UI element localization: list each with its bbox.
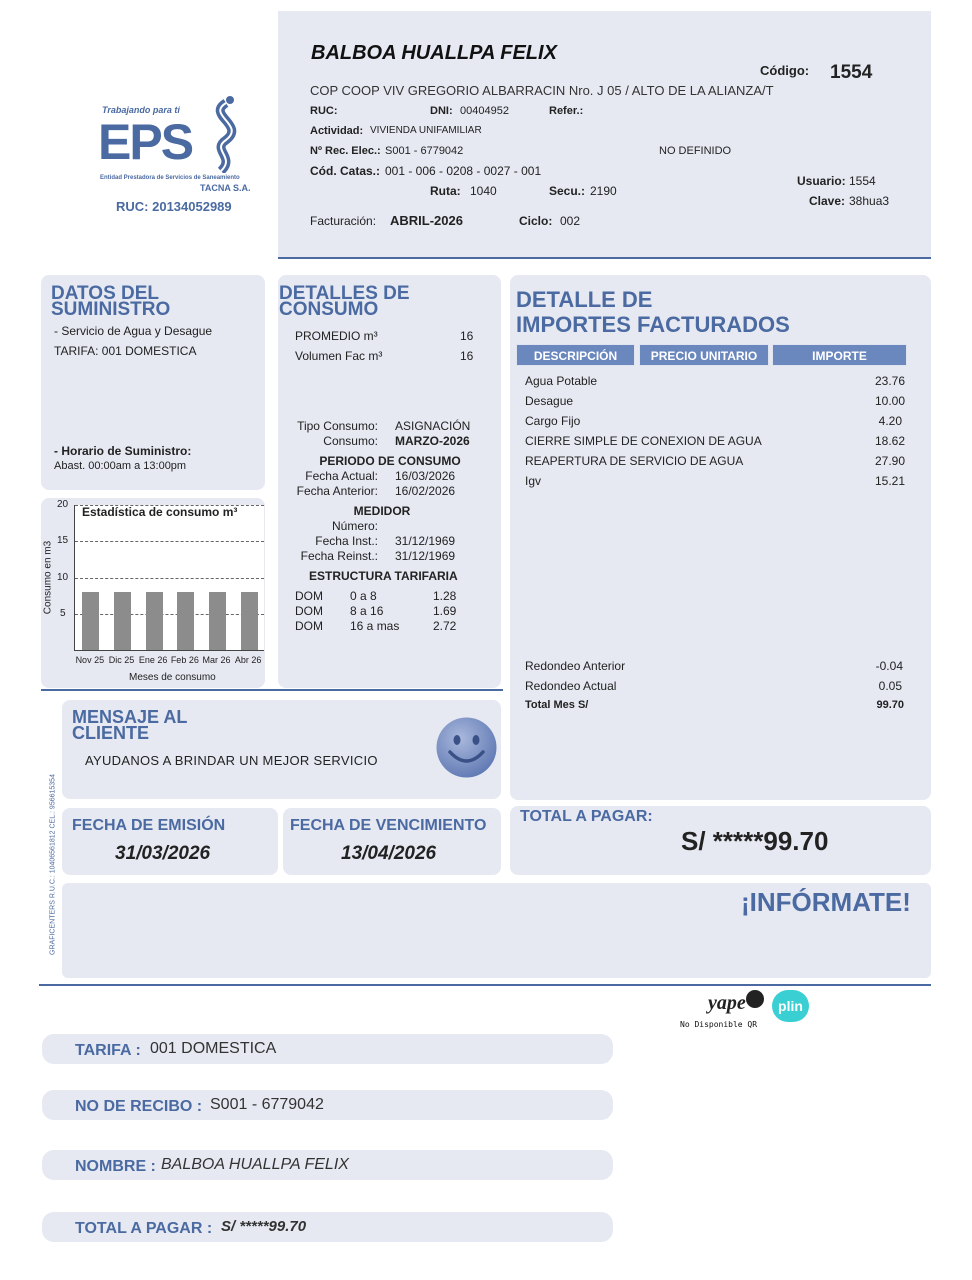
logo-subtitle: Entidad Prestadora de Servicios de Saneamiento <box>100 175 240 181</box>
ciclo-label: Ciclo: <box>519 214 553 228</box>
ruta-value: 1040 <box>470 184 497 198</box>
logo-tagline: Trabajando para ti <box>102 105 180 115</box>
chart-bar <box>209 592 226 650</box>
mensaje-title-2: CLIENTE <box>72 723 150 743</box>
volumen-label: Volumen Fac m³ <box>295 349 383 363</box>
importes-title-1: DETALLE DE <box>516 287 653 312</box>
vencimiento-value: 13/04/2026 <box>341 843 437 864</box>
chart-plot-area <box>74 505 264 651</box>
chart-ytick-10: 10 <box>57 572 69 583</box>
item-3-desc: Cargo Fijo <box>525 414 581 428</box>
customer-address: COP COOP VIV GREGORIO ALBARRACIN Nro. J 05 / ALTO DE LA ALIANZA/T <box>310 83 774 98</box>
rec-value: S001 - 6779042 <box>385 145 464 157</box>
gridline-10 <box>75 578 264 579</box>
chart-xtick-label: Feb 26 <box>170 655 199 665</box>
bottom-divider <box>39 984 931 986</box>
qr-note: No Disponible QR <box>680 1020 758 1029</box>
chart-xlabel: Meses de consumo <box>129 672 216 683</box>
tarifa-row-3-rango: 16 a mas <box>350 619 400 633</box>
ciclo-value: 002 <box>560 214 581 228</box>
gridline-15 <box>75 541 264 542</box>
total-value: S/ *****99.70 <box>681 826 829 856</box>
chart-bar <box>82 592 99 650</box>
facturacion-label: Facturación: <box>310 214 377 228</box>
total-label: TOTAL A PAGAR: <box>520 808 653 825</box>
medidor-title: MEDIDOR <box>353 504 411 518</box>
numero-label: Número: <box>331 519 378 533</box>
item-1-desc: Agua Potable <box>525 374 598 388</box>
consumo-title-2: CONSUMO <box>279 299 379 320</box>
horario-value: Abast. 00:00am a 13:00pm <box>54 460 187 472</box>
item-2-desc: Desague <box>525 394 574 408</box>
catas-label: Cód. Catas.: <box>310 164 381 178</box>
ruta-label: Ruta: <box>430 184 461 198</box>
tipo-value: ASIGNACIÓN <box>395 419 471 433</box>
codigo-label: Código: <box>760 63 810 78</box>
actividad-value: VIVIENDA UNIFAMILIAR <box>370 125 482 136</box>
col-descripcion: DESCRIPCIÓN <box>516 344 635 366</box>
consumo-label: Consumo: <box>323 434 378 448</box>
yape-logo <box>706 990 766 1018</box>
tarifa-row-2-rango: 8 a 16 <box>350 604 384 618</box>
stub-nombre-value: BALBOA HUALLPA FELIX <box>161 1156 349 1173</box>
emision-value: 31/03/2026 <box>115 843 211 864</box>
item-1-importe: 23.76 <box>874 374 905 388</box>
company-logo <box>96 95 256 215</box>
secu-value: 2190 <box>590 184 617 198</box>
fecha-anterior-value: 16/02/2026 <box>395 484 456 498</box>
tarifa-row-2-precio: 1.69 <box>433 604 457 618</box>
tarifa-row-2-tipo: DOM <box>295 604 323 618</box>
total-mes-label: Total Mes S/ <box>525 699 589 711</box>
item-3-importe: 4.20 <box>878 414 902 428</box>
fecha-inst-label: Fecha Inst.: <box>315 534 378 548</box>
chart-ytick-15: 15 <box>57 535 69 546</box>
customer-name: BALBOA HUALLPA FELIX <box>311 42 557 64</box>
promedio-label: PROMEDIO m³ <box>295 329 378 343</box>
item-4-desc: CIERRE SIMPLE DE CONEXION DE AGUA <box>525 434 762 448</box>
chart-xtick-label: Mar 26 <box>202 655 231 665</box>
printer-side-text: GRAFICENTERS R.U.C.: 10406561812 CEL.: 956615354 <box>49 774 57 955</box>
mid-divider <box>41 689 503 691</box>
tipo-label: Tipo Consumo: <box>297 419 378 433</box>
catas-value: 001 - 006 - 0208 - 0027 - 001 <box>385 164 542 178</box>
header-divider <box>278 257 931 259</box>
chart-xtick-label: Nov 25 <box>75 655 105 665</box>
fecha-reinst-label: Fecha Reinst.: <box>300 549 378 563</box>
estructura-title: ESTRUCTURA TARIFARIA <box>309 569 458 583</box>
stub-recibo-row <box>42 1090 613 1120</box>
vencimiento-label: FECHA DE VENCIMIENTO <box>290 817 487 834</box>
secu-label: Secu.: <box>549 184 586 198</box>
chart-xticks <box>74 655 264 667</box>
tarifa-row-1-tipo: DOM <box>295 589 323 603</box>
tarifa-row-1-precio: 1.28 <box>433 589 457 603</box>
stub-nombre-label: NOMBRE : <box>75 1158 156 1175</box>
fecha-inst-value: 31/12/1969 <box>395 534 456 548</box>
stub-nombre-row <box>42 1150 613 1180</box>
chart-xtick-label: Dic 25 <box>108 655 135 665</box>
usuario-value: 1554 <box>849 174 876 188</box>
tarifa-text: TARIFA: 001 DOMESTICA <box>54 344 197 358</box>
smiley-icon <box>435 716 498 779</box>
item-6-importe: 15.21 <box>874 474 905 488</box>
importes-title-2: IMPORTES FACTURADOS <box>516 312 790 337</box>
chart-ytick-20: 20 <box>57 499 69 510</box>
yape-badge-icon <box>746 990 764 1008</box>
item-5-desc: REAPERTURA DE SERVICIO DE AGUA <box>525 454 744 468</box>
stub-total-row <box>42 1212 613 1242</box>
chart-bar <box>114 592 131 650</box>
stub-recibo-label: NO DE RECIBO : <box>75 1098 203 1115</box>
stub-tarifa-label: TARIFA : <box>75 1042 141 1059</box>
informate-text: ¡INFÓRMATE! <box>741 887 911 917</box>
clave-label: Clave: <box>809 194 846 208</box>
redondeo-actual-label: Redondeo Actual <box>525 679 617 693</box>
col-importe: IMPORTE <box>772 344 907 366</box>
stub-recibo-value: S001 - 6779042 <box>210 1096 324 1113</box>
fecha-reinst-value: 31/12/1969 <box>395 549 456 563</box>
chart-bar <box>177 592 194 650</box>
no-definido: NO DEFINIDO <box>659 145 732 157</box>
tarifa-row-3-tipo: DOM <box>295 619 323 633</box>
clave-value: 38hua3 <box>849 194 890 208</box>
stub-tarifa-row <box>42 1034 613 1064</box>
chart-title: Estadística de consumo m³ <box>82 505 238 519</box>
chart-xtick-label: Abr 26 <box>234 655 262 665</box>
usuario-label: Usuario: <box>797 174 846 188</box>
fecha-actual-value: 16/03/2026 <box>395 469 456 483</box>
item-4-importe: 18.62 <box>874 434 905 448</box>
chart-bar <box>146 592 163 650</box>
periodo-title: PERIODO DE CONSUMO <box>319 454 461 468</box>
rec-label: Nº Rec. Elec.: <box>310 145 381 157</box>
redondeo-anterior-value: -0.04 <box>875 659 903 673</box>
tarifa-row-3-precio: 2.72 <box>433 619 457 633</box>
redondeo-anterior-label: Redondeo Anterior <box>525 659 626 673</box>
plin-logo <box>772 990 809 1022</box>
redondeo-actual-value: 0.05 <box>878 679 902 693</box>
suministro-title-2: SUMINISTRO <box>51 299 171 320</box>
item-6-desc: Igv <box>525 474 542 488</box>
chart-ylabel: Consumo en m3 <box>42 540 54 615</box>
chart-ytick-5: 5 <box>60 608 66 619</box>
volumen-value: 16 <box>460 349 474 363</box>
emision-label: FECHA DE EMISIÓN <box>72 817 226 834</box>
facturacion-value: ABRIL-2026 <box>390 213 463 228</box>
consumo-value: MARZO-2026 <box>395 434 470 448</box>
item-5-importe: 27.90 <box>874 454 905 468</box>
stub-tarifa-value: 001 DOMESTICA <box>150 1040 277 1057</box>
yape-text: yape <box>708 992 746 1014</box>
logo-ruc: RUC: 20134052989 <box>116 199 232 214</box>
mensaje-text: AYUDANOS A BRINDAR UN MEJOR SERVICIO <box>85 753 378 768</box>
actividad-label: Actividad: <box>310 125 364 137</box>
logo-letters: EPS <box>98 114 193 170</box>
col-precio-unitario: PRECIO UNITARIO <box>639 344 769 366</box>
stub-total-value: S/ *****99.70 <box>221 1218 307 1235</box>
codigo-value: 1554 <box>830 62 873 83</box>
promedio-value: 16 <box>460 329 474 343</box>
fecha-anterior-label: Fecha Anterior: <box>296 484 378 498</box>
stub-total-label: TOTAL A PAGAR : <box>75 1220 213 1237</box>
dni-value: 00404952 <box>460 105 509 117</box>
ruc-label: RUC: <box>310 105 338 117</box>
refer-label: Refer.: <box>549 105 584 117</box>
horario-label: - Horario de Suministro: <box>54 444 192 458</box>
item-2-importe: 10.00 <box>874 394 905 408</box>
suministro-title-1: DATOS DEL <box>51 283 160 304</box>
fecha-actual-label: Fecha Actual: <box>305 469 378 483</box>
servicio-text: - Servicio de Agua y Desague <box>54 324 213 338</box>
logo-city: TACNA S.A. <box>200 183 251 193</box>
total-mes-value: 99.70 <box>876 699 904 711</box>
tarifa-row-1-rango: 0 a 8 <box>350 589 377 603</box>
chart-xtick-label: Ene 26 <box>138 655 168 665</box>
plin-text: plin <box>778 998 803 1014</box>
gridline-5 <box>75 614 264 615</box>
logo-river-icon <box>196 95 256 173</box>
chart-bar <box>241 592 258 650</box>
dni-label: DNI: <box>430 105 453 117</box>
consumo-title-1: DETALLES DE <box>279 283 410 304</box>
mensaje-title-1: MENSAJE AL <box>72 707 188 727</box>
